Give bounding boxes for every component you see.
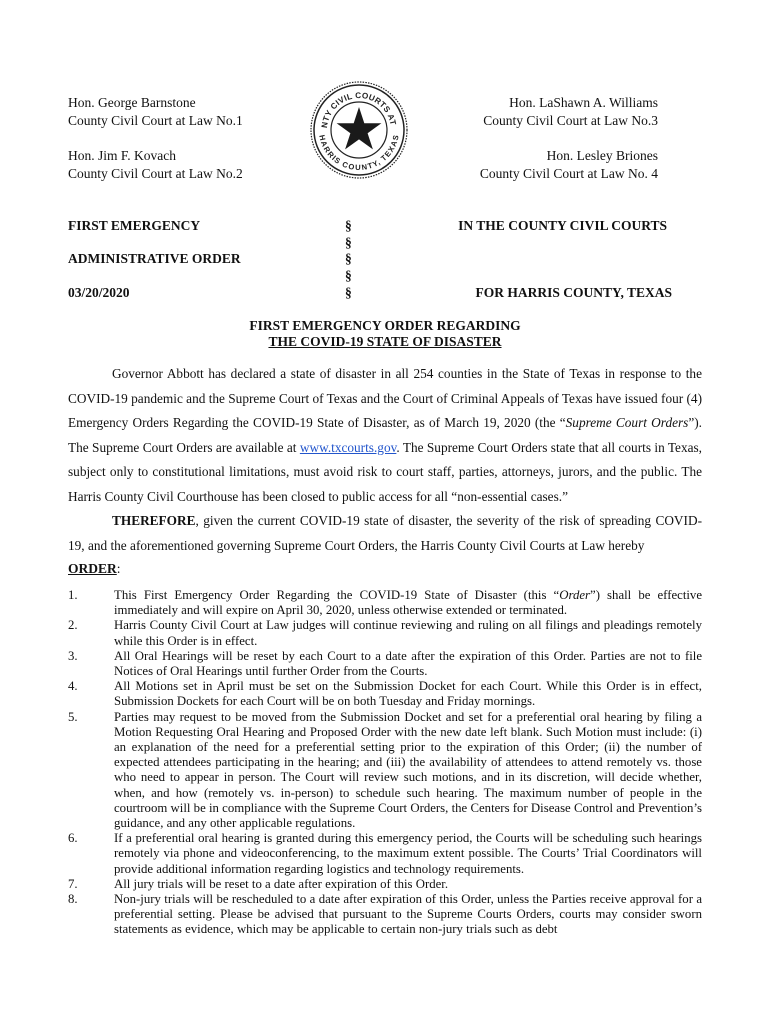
- caption-order-type: FIRST EMERGENCY: [68, 218, 201, 233]
- list-item: [68, 679, 702, 709]
- svg-text:HARRIS COUNTY, TEXAS: [318, 134, 401, 172]
- judge-block-court-3: [483, 94, 658, 130]
- court-seal: [309, 80, 409, 180]
- judge-block-court-4: [480, 147, 658, 183]
- order-list: [68, 588, 702, 938]
- list-item-text: Non-jury trials will be rescheduled to a date after expiration of this Order, unless the Parties receive approval for a preferential setting. Please be advised that pursuant to the Supreme Courts Orders, courts may consider sworn statements as evidence, which may be applicable to certain non-jury trials such as debt: [114, 892, 702, 937]
- section-symbol: §: [345, 218, 352, 233]
- list-item-text: All Oral Hearings will be reset by each Court to a date after the expiration of this Order. Parties are not to file Notices of Oral Hearings until further Order from the Courts.: [114, 648, 702, 679]
- title-line-1: FIRST EMERGENCY ORDER REGARDING: [249, 318, 521, 333]
- list-item: [68, 831, 702, 877]
- list-item-text: ”) shall be effective immediately and will expire on April 30, 2020, unless otherwise extended or terminated.: [114, 588, 703, 618]
- section-symbol: §: [345, 235, 352, 250]
- list-item: [68, 877, 702, 892]
- caption-order-date: 03/20/2020: [68, 285, 130, 300]
- judge-name: Hon. Jim F. Kovach: [68, 148, 177, 163]
- judge-court: County Civil Court at Law No. 4: [479, 166, 658, 181]
- judge-court: County Civil Court at Law No.1: [68, 113, 243, 128]
- defined-term: Order: [559, 588, 591, 602]
- paragraph-therefore: [68, 509, 702, 558]
- list-item-text: If a preferential oral hearing is granted during this emergency period, the Courts will be scheduling such hearings remotely via phone and videoconferencing, to the maximum extent possible. The Courts’ Trial Coordinators will provide additional information regarding logistics and technology requirements.: [114, 831, 702, 876]
- list-item-number: 2.: [68, 618, 78, 633]
- section-symbol: §: [345, 251, 352, 266]
- list-item-text: All Motions set in April must be set on the Submission Docket for each Court. While this Order is in effect, Submission Dockets for each Court will be on both Tuesday and Friday mornings.: [114, 679, 702, 709]
- list-item: [68, 588, 702, 618]
- defined-term: Supreme Court Orders: [565, 415, 689, 430]
- list-item-number: 6.: [68, 831, 78, 846]
- caption-order-kind: ADMINISTRATIVE ORDER: [68, 251, 241, 266]
- body-text: [68, 362, 702, 558]
- list-item: [68, 710, 702, 832]
- judge-block-court-1: [68, 94, 243, 130]
- list-item: [68, 892, 702, 938]
- list-item-text: Parties may request to be moved from the Submission Docket and set for a preferential oral hearing by filing a Motion Requesting Oral Hearing and Proposed Order with the new date left blank. Such Motion must include: (i) an explanation of the need for a preferential setting prior to the expiration of this Order; (ii) the number of expected attendees participating in the hearing; and (iii) the availability of attendees to attend remotely vs. those who need to appear in person. The Court will review such motions, and in its discretion, will decide whether, when, and how (remotely vs. in-person) to schedule such hearing. The maximum number of people in the courtroom will be in compliance with the Supreme Court Orders, the Centers for Disease Control and Prevention’s guidance, and any other applicable regulations.: [114, 709, 702, 831]
- judge-name: Hon. LaShawn A. Williams: [509, 95, 658, 110]
- txcourts-link[interactable]: www.txcourts.gov: [299, 439, 397, 455]
- list-item-number: 3.: [68, 648, 78, 663]
- caption-county: FOR HARRIS COUNTY, TEXAS: [475, 285, 672, 300]
- list-item-text: All jury trials will be reset to a date after expiration of this Order.: [114, 876, 449, 891]
- seal-top-text: NTY CIVIL COURTS AT: [319, 90, 398, 129]
- order-heading: [68, 561, 121, 577]
- judge-name: Hon. George Barnstone: [68, 95, 196, 110]
- paragraph-text: ”). The Supreme Court Orders are available at: [68, 415, 702, 455]
- star-icon: [337, 107, 382, 149]
- seal-bottom-text: HARRIS COUNTY, TEXAS: [317, 133, 401, 172]
- paragraph-text: Governor Abbott has declared a state of disaster in all 254 counties in the State of Texas in response to the COVID-19 pandemic and the Supreme Court of Texas and the Court of Criminal Appeals of Texas have issued four (4) Emergency Orders Regarding the COVID-19 State of Disaster, as of March 19, 2020 (the “: [68, 366, 702, 430]
- list-item-number: 4.: [68, 679, 78, 694]
- list-item-number: 8.: [68, 892, 78, 907]
- document-title: [0, 318, 770, 350]
- list-item-number: 5.: [68, 709, 78, 724]
- paragraph-text: , given the current COVID-19 state of disaster, the severity of the risk of spreading COVID-19, and the aforementioned governing Supreme Court Orders, the Harris County Civil Courts at Law hereby: [68, 513, 702, 553]
- order-label: ORDER: [68, 561, 117, 576]
- list-item-number: 1.: [68, 588, 78, 602]
- paragraph-background: [68, 362, 702, 509]
- judge-court: County Civil Court at Law No.2: [68, 166, 243, 181]
- section-symbol: §: [345, 268, 352, 283]
- judge-name: Hon. Lesley Briones: [546, 148, 658, 163]
- judge-court: County Civil Court at Law No.3: [483, 113, 658, 128]
- order-colon: :: [116, 561, 121, 576]
- seal-graphic: [309, 80, 409, 180]
- paragraph-text: . The Supreme Court Orders state that all courts in Texas, subject only to constitutional limitations, must avoid risk to court staff, parties, attorneys, jurors, and the public. The Harris County Civil Courthouse has been closed to public access for all “non-essential cases.”: [68, 439, 702, 504]
- list-item-text: This First Emergency Order Regarding the COVID-19 State of Disaster (this “: [114, 588, 560, 602]
- judge-block-court-2: [68, 147, 243, 183]
- therefore-label: THEREFORE: [112, 513, 196, 528]
- caption-court-name: IN THE COUNTY CIVIL COURTS: [458, 218, 667, 233]
- list-item: [68, 649, 702, 679]
- list-item-number: 7.: [68, 876, 78, 891]
- list-item: [68, 618, 702, 648]
- list-item-text: Harris County Civil Court at Law judges will continue reviewing and ruling on all filings and pleadings remotely while this Order is in effect.: [114, 618, 702, 648]
- section-symbol: §: [345, 285, 352, 300]
- title-line-2: THE COVID-19 STATE OF DISASTER: [268, 334, 502, 349]
